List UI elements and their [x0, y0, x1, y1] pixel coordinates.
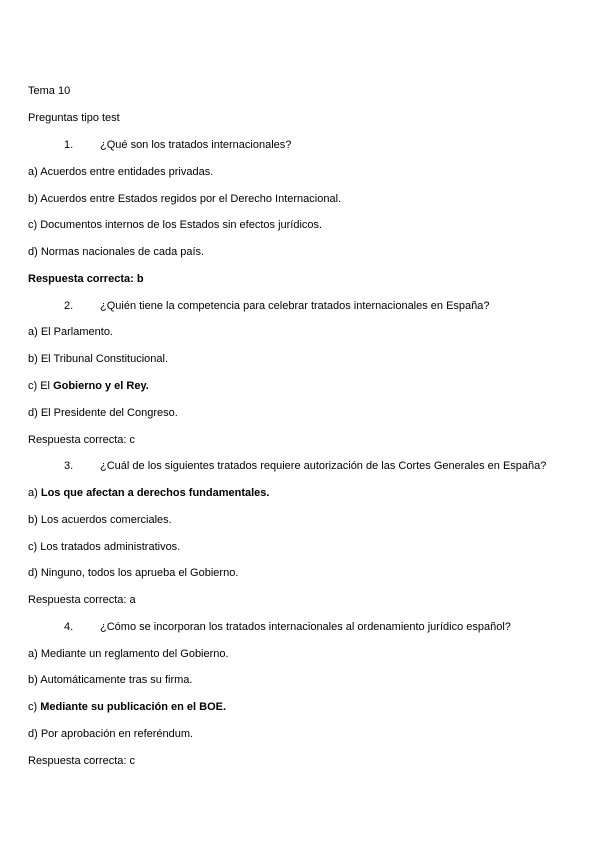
- option-prefix: b): [28, 514, 41, 526]
- question-2-option-a: [28, 325, 113, 339]
- question-1-option-b: [28, 192, 341, 206]
- option-text: Por aprobación en referéndum.: [40, 728, 194, 740]
- option-prefix: a): [28, 487, 41, 499]
- question-4-answer: Respuesta correcta: c: [28, 755, 135, 767]
- question-3-option-a: [28, 486, 269, 500]
- option-text: Mediante un reglamento del Gobierno.: [40, 648, 229, 660]
- question-2-option-c: [28, 379, 149, 393]
- option-text: Acuerdos entre entidades privadas.: [40, 166, 214, 178]
- option-text: El Parlamento.: [40, 326, 113, 338]
- question-4-text: ¿Cómo se incorporan los tratados internacionales al ordenamiento jurídico español?: [100, 621, 511, 633]
- question-4-number: 4.: [64, 621, 74, 633]
- option-prefix: a): [28, 166, 41, 178]
- option-text: Automáticamente tras su firma.: [40, 674, 193, 686]
- question-4-option-a: [28, 647, 229, 661]
- option-prefix: d): [28, 246, 41, 258]
- option-text-highlighted: Los que afectan a derechos fundamentales.: [40, 487, 270, 499]
- option-prefix: d): [28, 407, 41, 419]
- option-prefix: c): [28, 701, 41, 713]
- question-1-option-d: [28, 245, 204, 259]
- question-3-option-d: [28, 566, 238, 580]
- option-text: Ninguno, todos los aprueba el Gobierno.: [40, 567, 239, 579]
- question-1-option-a: [28, 165, 213, 179]
- option-prefix: b): [28, 353, 41, 365]
- question-3-number: 3.: [64, 460, 74, 472]
- option-prefix: a): [28, 648, 41, 660]
- question-2-option-b: [28, 352, 168, 366]
- option-text: El Tribunal Constitucional.: [40, 353, 169, 365]
- question-1-number: 1.: [64, 139, 74, 151]
- question-3-text: ¿Cuál de los siguientes tratados requiere autorización de las Cortes Generales en España?: [100, 460, 547, 472]
- document-subtitle: Preguntas tipo test: [28, 112, 120, 124]
- option-text: Los acuerdos comerciales.: [40, 514, 172, 526]
- option-prefix: d): [28, 728, 41, 740]
- document-title: Tema 10: [28, 85, 71, 97]
- option-prefix: b): [28, 674, 41, 686]
- question-2-text: ¿Quién tiene la competencia para celebrar tratados internacionales en España?: [100, 300, 490, 312]
- option-prefix: c): [28, 541, 41, 553]
- question-1-text: ¿Qué son los tratados internacionales?: [100, 139, 292, 151]
- question-1-option-c: [28, 218, 322, 232]
- option-prefix: b): [28, 193, 41, 205]
- question-3-option-c: [28, 540, 180, 554]
- question-4-option-c: [28, 700, 226, 714]
- question-3-answer: Respuesta correcta: a: [28, 594, 136, 606]
- option-prefix: c): [28, 219, 41, 231]
- question-1-answer: Respuesta correcta: b: [28, 273, 144, 285]
- option-text-highlighted: Mediante su publicación en el BOE.: [40, 701, 227, 713]
- option-text: Normas nacionales de cada país.: [40, 246, 205, 258]
- option-text: Los tratados administrativos.: [40, 541, 181, 553]
- question-4-option-b: [28, 673, 192, 687]
- option-text: Documentos internos de los Estados sin efectos jurídicos.: [40, 219, 323, 231]
- option-prefix: c) El: [28, 380, 54, 392]
- option-prefix: a): [28, 326, 41, 338]
- question-2-answer: Respuesta correcta: c: [28, 434, 135, 446]
- question-2-number: 2.: [64, 300, 74, 312]
- question-3-option-b: [28, 513, 172, 527]
- option-text: El Presidente del Congreso.: [40, 407, 178, 419]
- question-2-option-d: [28, 406, 178, 420]
- option-text: Acuerdos entre Estados regidos por el Derecho Internacional.: [40, 193, 342, 205]
- option-prefix: d): [28, 567, 41, 579]
- option-text-highlighted: Gobierno y el Rey.: [53, 380, 149, 392]
- question-4-option-d: [28, 727, 193, 741]
